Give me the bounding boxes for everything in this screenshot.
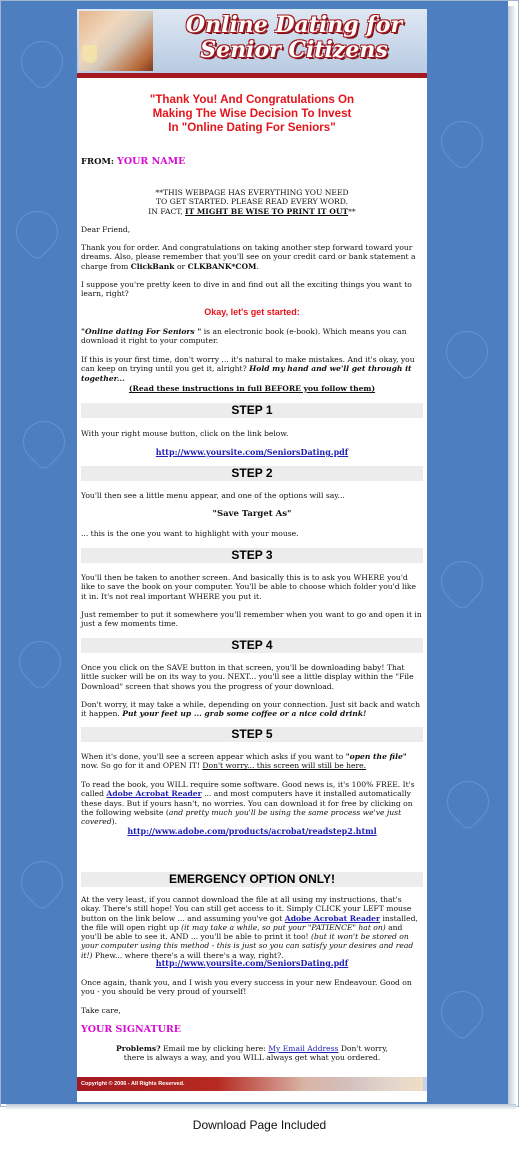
sales-page xyxy=(77,9,427,1102)
thank-you-headline xyxy=(81,93,423,135)
instructions-note: (Read these instructions in full BEFORE you follow them) xyxy=(128,384,376,393)
keen-paragraph: I suppose you're pretty keen to dive in and find out all the exciting things you want to learn, right? xyxy=(81,280,412,299)
site-logo xyxy=(165,13,423,63)
step-4-paragraph-2: Don't worry, it may take a while, depending on your connection. Just sit back and watch it happen. Put your feet up ... grab some coffee or a nice cold drink! xyxy=(81,700,420,719)
logo-line-1: Online Dating for xyxy=(185,12,403,38)
intro-paragraph: Thank you for order. And congratulations on taking another step forward toward your dreams. Also, please remember that you'll see on your credit card or bank statement a charge from ClickBank or CLKBANK*COM. xyxy=(81,243,416,271)
from-name: YOUR NAME xyxy=(117,156,186,167)
signature: YOUR SIGNATURE xyxy=(81,1024,181,1035)
page-footer xyxy=(77,1077,427,1091)
heart-shape xyxy=(432,552,491,611)
step-3-paragraph-2: Just remember to put it somewhere you'll remember when you want to go and open it in just a few moments time. xyxy=(81,610,422,629)
emergency-heading: EMERGENCY OPTION ONLY! xyxy=(81,872,423,887)
emergency-link-line xyxy=(81,959,423,968)
ebook-paragraph: "Online dating For Seniors " is an electronic book (e-book). Which means you can download it right to your computer. xyxy=(81,327,407,346)
step-3-paragraph-1: You'll then be taken to another screen. And basically this is to ask you WHERE you'd like to save the book on your computer. You'll be able to choose which folder you'd like it in. It's not real important WHERE you put it. xyxy=(81,573,416,601)
adobe-download-link[interactable]: http://www.adobe.com/products/acrobat/readstep2.html xyxy=(127,826,377,836)
notice-line-1: **THIS WEBPAGE HAS EVERYTHING YOU NEED xyxy=(155,188,349,197)
email-link[interactable]: My Email Address xyxy=(268,1044,339,1053)
step-5-heading: STEP 5 xyxy=(81,727,423,742)
save-target-as-label: "Save Target As" xyxy=(212,509,292,519)
step-4-paragraph-1: Once you click on the SAVE button in that screen, you'll be downloading baby! That little sucker will be on its way to you. NEXT... you'll see a little display within the "File Download" screen that shows you the progress of your download. xyxy=(81,663,414,691)
logo-line-2: Senior Citizens xyxy=(200,37,388,63)
step-5-paragraph-2: To read the book, you WILL require some software. Good news is, it's 100% FREE. It's called Adobe Acrobat Reader ... and most computers have it installed automatically these days. But if yours hasn't, no worries. You can download it for free by clicking on the following website (and pretty much you'll be using the same process we've just covered). xyxy=(81,780,415,827)
closing-paragraph: Once again, thank you, and I wish you every success in your new Endeavour. Good on you - you should be very proud of yourself! xyxy=(81,978,412,997)
senior-couple-photo xyxy=(79,11,153,71)
adobe-reader-link-2[interactable]: Adobe Acrobat Reader xyxy=(284,913,381,923)
wine-glass-icon xyxy=(83,45,97,63)
step-4-heading: STEP 4 xyxy=(81,638,423,653)
pdf-download-link[interactable]: http://www.yoursite.com/SeniorsDating.pdf xyxy=(155,447,349,457)
pdf-open-link[interactable]: http://www.yoursite.com/SeniorsDating.pdf xyxy=(155,958,349,968)
get-started-heading: Okay, let's get started: xyxy=(204,307,300,317)
heart-shape xyxy=(437,322,496,381)
heart-shape xyxy=(14,412,73,471)
page-header xyxy=(77,9,427,78)
frame-shadow-right xyxy=(508,6,516,1110)
step-5-paragraph-1: When it's done, you'll see a screen appear which asks if you want to "open the file" now. So go for it and OPEN IT! Don't worry... this screen will still be here. xyxy=(81,752,407,771)
step-2-after: ... this is the one you want to highlight with your mouse. xyxy=(81,529,299,538)
heart-shape xyxy=(432,982,491,1041)
step-1-heading: STEP 1 xyxy=(81,403,423,418)
from-label: FROM: xyxy=(81,157,115,167)
headline-line-2: Making The Wise Decision To Invest xyxy=(152,107,352,120)
step-1-link-line xyxy=(81,448,423,457)
step-2-text: You'll then see a little menu appear, and one of the options will say... xyxy=(81,491,345,500)
print-notice xyxy=(81,188,423,216)
heart-shape xyxy=(12,32,71,91)
heart-shape xyxy=(10,632,69,691)
headline-line-3: In "Online Dating For Seniors" xyxy=(168,121,336,134)
heart-shape xyxy=(438,772,497,831)
heart-shape xyxy=(432,112,491,171)
heart-shape xyxy=(7,202,66,261)
step-1-text: With your right mouse button, click on the link below. xyxy=(81,429,289,438)
headline-line-1: "Thank You! And Congratulations On xyxy=(149,93,355,106)
from-line xyxy=(81,157,423,167)
download-page-caption: Download Page Included xyxy=(192,1118,327,1132)
notice-line-2: TO GET STARTED. PLEASE READ EVERY WORD. xyxy=(155,197,348,207)
adobe-link-line xyxy=(81,827,423,836)
notice-line-3: IN FACT, IT MIGHT BE WISE TO PRINT IT OUT** xyxy=(148,206,356,216)
adobe-reader-link[interactable]: Adobe Acrobat Reader xyxy=(106,789,202,799)
greeting: Dear Friend, xyxy=(81,225,131,234)
footer-decoration xyxy=(347,1077,423,1091)
emergency-paragraph: At the very least, if you cannot download the file at all using my instructions, that's okay. There's still hope! You can still get access to it. Simply CLICK your LEFT mouse button on the link below ... and assuming you've got Adobe Acrobat Reader installed, the file will open right up (it may take a while, so put your "PATIENCE" hat on) and you'll be able to see it. AND ... you'll be able to print it too! (but it won't be stored on your computer using this method - this is just so you can satisfy your desires and read it!) Phew... where there's a will there's a way, right?. xyxy=(81,895,418,960)
take-care-text: Take care, xyxy=(81,1006,121,1015)
frame-shadow-bottom xyxy=(6,1104,516,1110)
first-time-paragraph: If this is your first time, don't worry ... it's natural to make mistakes. And it's okay, you can keep on trying until you get it, alright? Hold my hand and we'll get through it together... xyxy=(81,355,415,383)
step-3-heading: STEP 3 xyxy=(81,548,423,563)
copyright-text: Copyright © 2006 - All Rights Reserved. xyxy=(81,1081,185,1087)
problems-note: Problems? Email me by clicking here: My Email Address Don't worry, there is always a way, and you WILL always get what you ordered. xyxy=(116,1044,388,1063)
step-2-heading: STEP 2 xyxy=(81,466,423,481)
heart-shape xyxy=(12,852,71,911)
